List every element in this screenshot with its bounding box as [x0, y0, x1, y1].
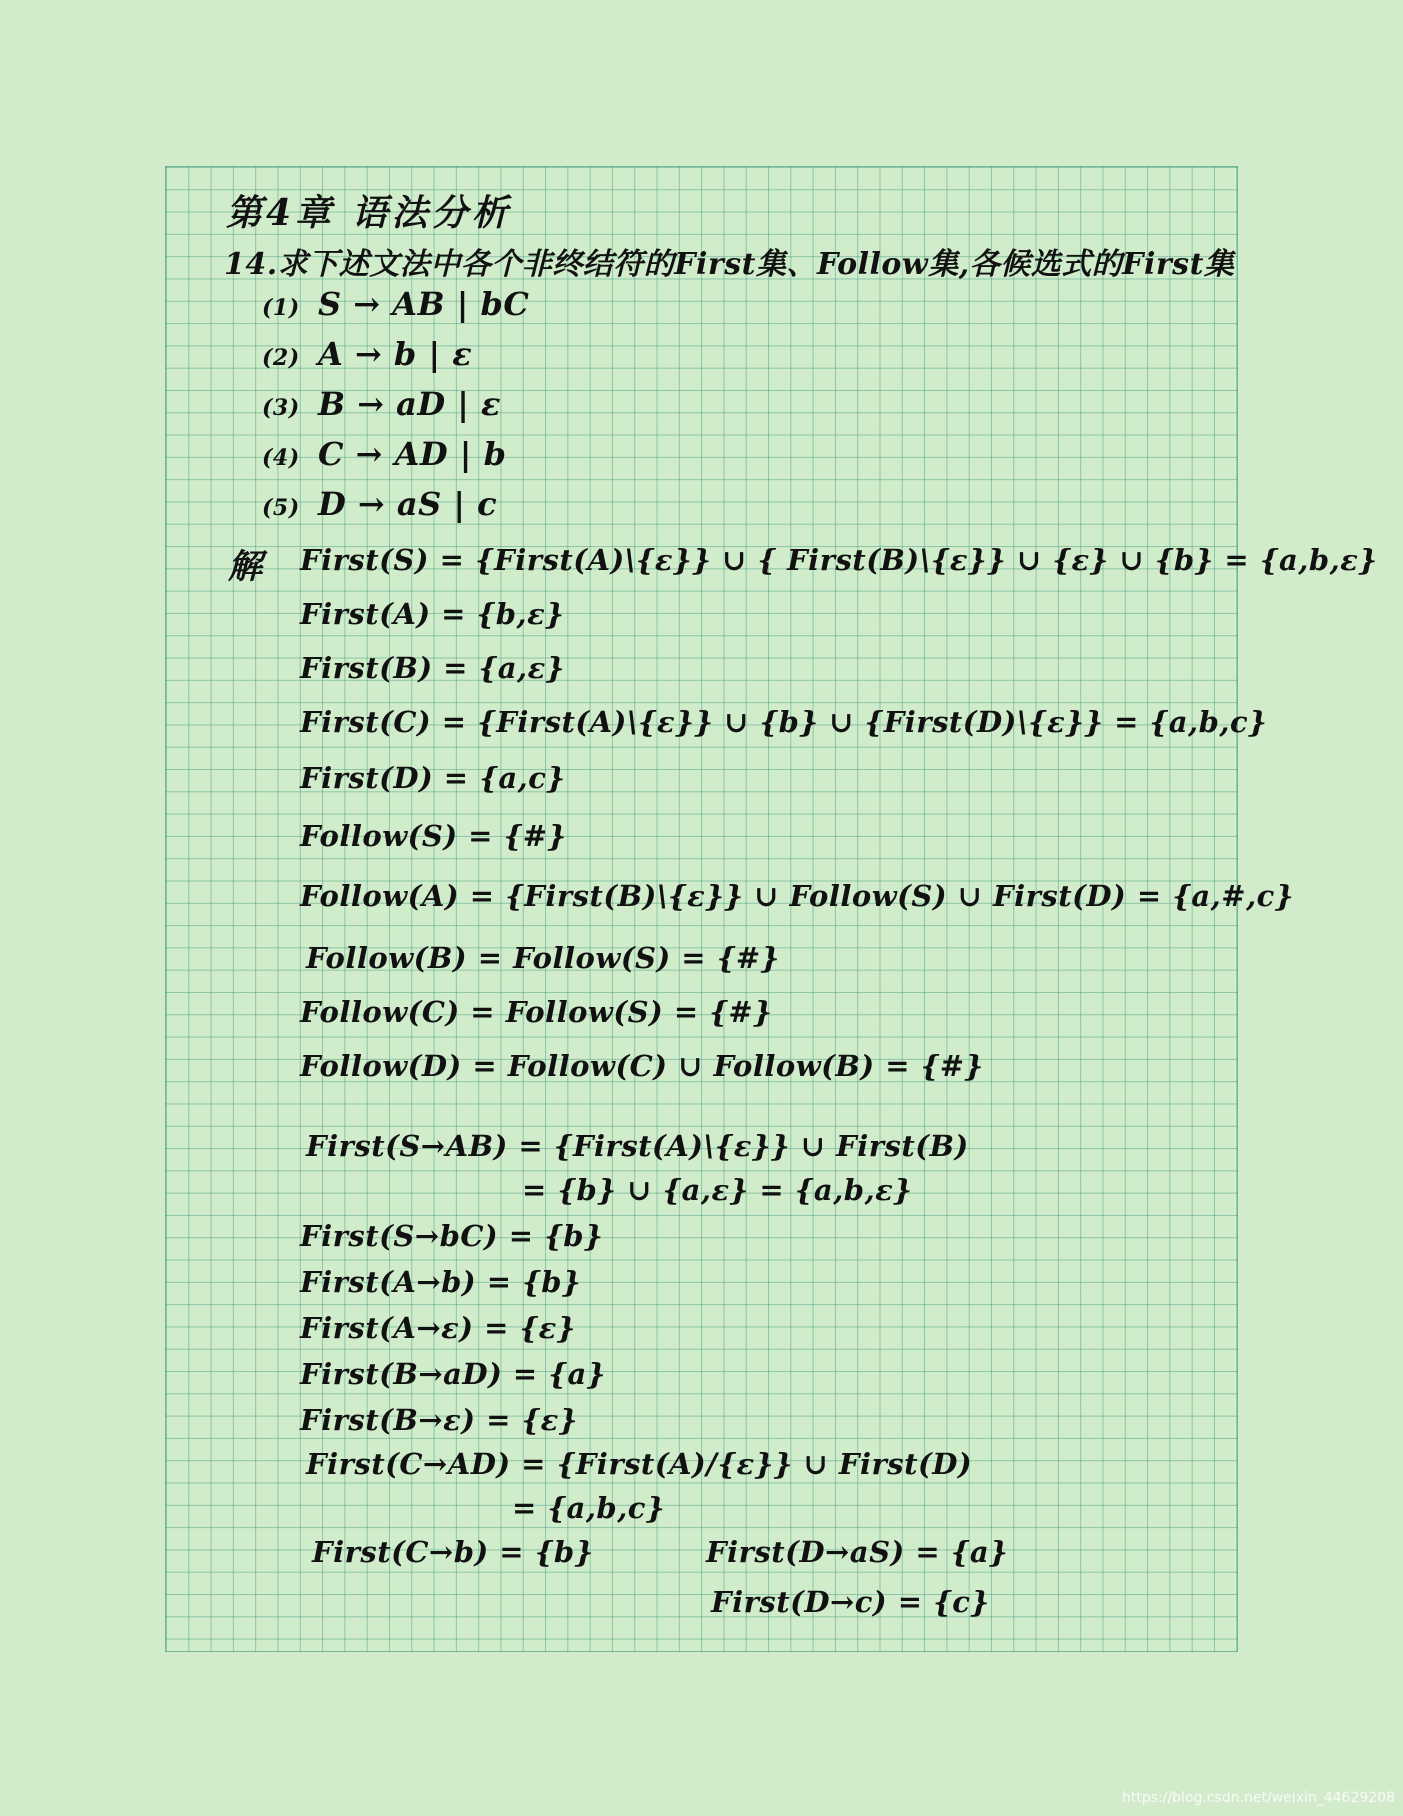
candidate-first-s-ab-result: = {b} ∪ {a,ε} = {a,b,ε} — [522, 1173, 913, 1207]
rule-text: D → aS | c — [318, 485, 498, 523]
candidate-first-s-ab: First(S→AB) = {First(A)\{ε}} ∪ First(B) — [306, 1129, 969, 1163]
rule-number: (2) — [262, 345, 300, 371]
follow-set-c: Follow(C) = Follow(S) = {#} — [300, 995, 773, 1029]
rule-text: C → AD | b — [318, 435, 507, 473]
candidate-first-d-c: First(D→c) = {c} — [711, 1585, 990, 1619]
first-set-s: First(S) = {First(A)\{ε}} ∪ { First(B)\{ε}} ∪ {ε} ∪ {b} = {a,b,ε} — [300, 543, 1378, 577]
rule-number: (4) — [262, 445, 300, 471]
rule-number: (3) — [262, 395, 300, 421]
grammar-rule-2 — [262, 335, 472, 373]
rule-text: S → AB | bC — [318, 285, 530, 323]
follow-set-a: Follow(A) = {First(B)\{ε}} ∪ Follow(S) ∪ First(D) = {a,#,c} — [300, 879, 1294, 913]
candidate-first-a-b: First(A→b) = {b} — [300, 1265, 582, 1299]
rule-text: B → aD | ε — [318, 385, 501, 423]
first-set-b: First(B) = {a,ε} — [300, 651, 565, 685]
first-set-d: First(D) = {a,c} — [300, 761, 566, 795]
grammar-rule-5 — [262, 485, 497, 523]
watermark: https://blog.csdn.net/weixin_44629208 — [1121, 1790, 1395, 1806]
candidate-first-s-bc: First(S→bC) = {b} — [300, 1219, 604, 1253]
candidate-first-c-b: First(C→b) = {b} — [312, 1535, 594, 1569]
rule-number: (1) — [262, 295, 300, 321]
first-set-a: First(A) = {b,ε} — [300, 597, 565, 631]
candidate-first-b-eps: First(B→ε) = {ε} — [300, 1403, 578, 1437]
follow-set-s: Follow(S) = {#} — [300, 819, 567, 853]
candidate-first-b-ad: First(B→aD) = {a} — [300, 1357, 606, 1391]
grammar-rule-4 — [262, 435, 506, 473]
candidate-first-c-ad-result: = {a,b,c} — [512, 1491, 666, 1525]
grid-paper — [165, 166, 1378, 1652]
grammar-rule-1 — [262, 285, 529, 323]
candidate-first-c-ad: First(C→AD) = {First(A)/{ε}} ∪ First(D) — [306, 1447, 973, 1481]
follow-set-d: Follow(D) = Follow(C) ∪ Follow(B) = {#} — [300, 1049, 984, 1083]
problem-statement: 14.求下述文法中各个非终结符的First集、Follow集,各候选式的First集 — [224, 247, 1235, 282]
grammar-rule-3 — [262, 385, 501, 423]
chapter-title: 第4章 语法分析 — [226, 192, 512, 234]
follow-set-b: Follow(B) = Follow(S) = {#} — [306, 941, 780, 975]
rule-number: (5) — [262, 495, 300, 521]
rule-text: A → b | ε — [318, 335, 473, 373]
candidate-first-a-eps: First(A→ε) = {ε} — [300, 1311, 576, 1345]
candidate-first-d-as: First(D→aS) = {a} — [706, 1535, 1009, 1569]
answer-label: 解 — [228, 547, 263, 587]
first-set-c: First(C) = {First(A)\{ε}} ∪ {b} ∪ {First(D)\{ε}} = {a,b,c} — [300, 705, 1268, 739]
